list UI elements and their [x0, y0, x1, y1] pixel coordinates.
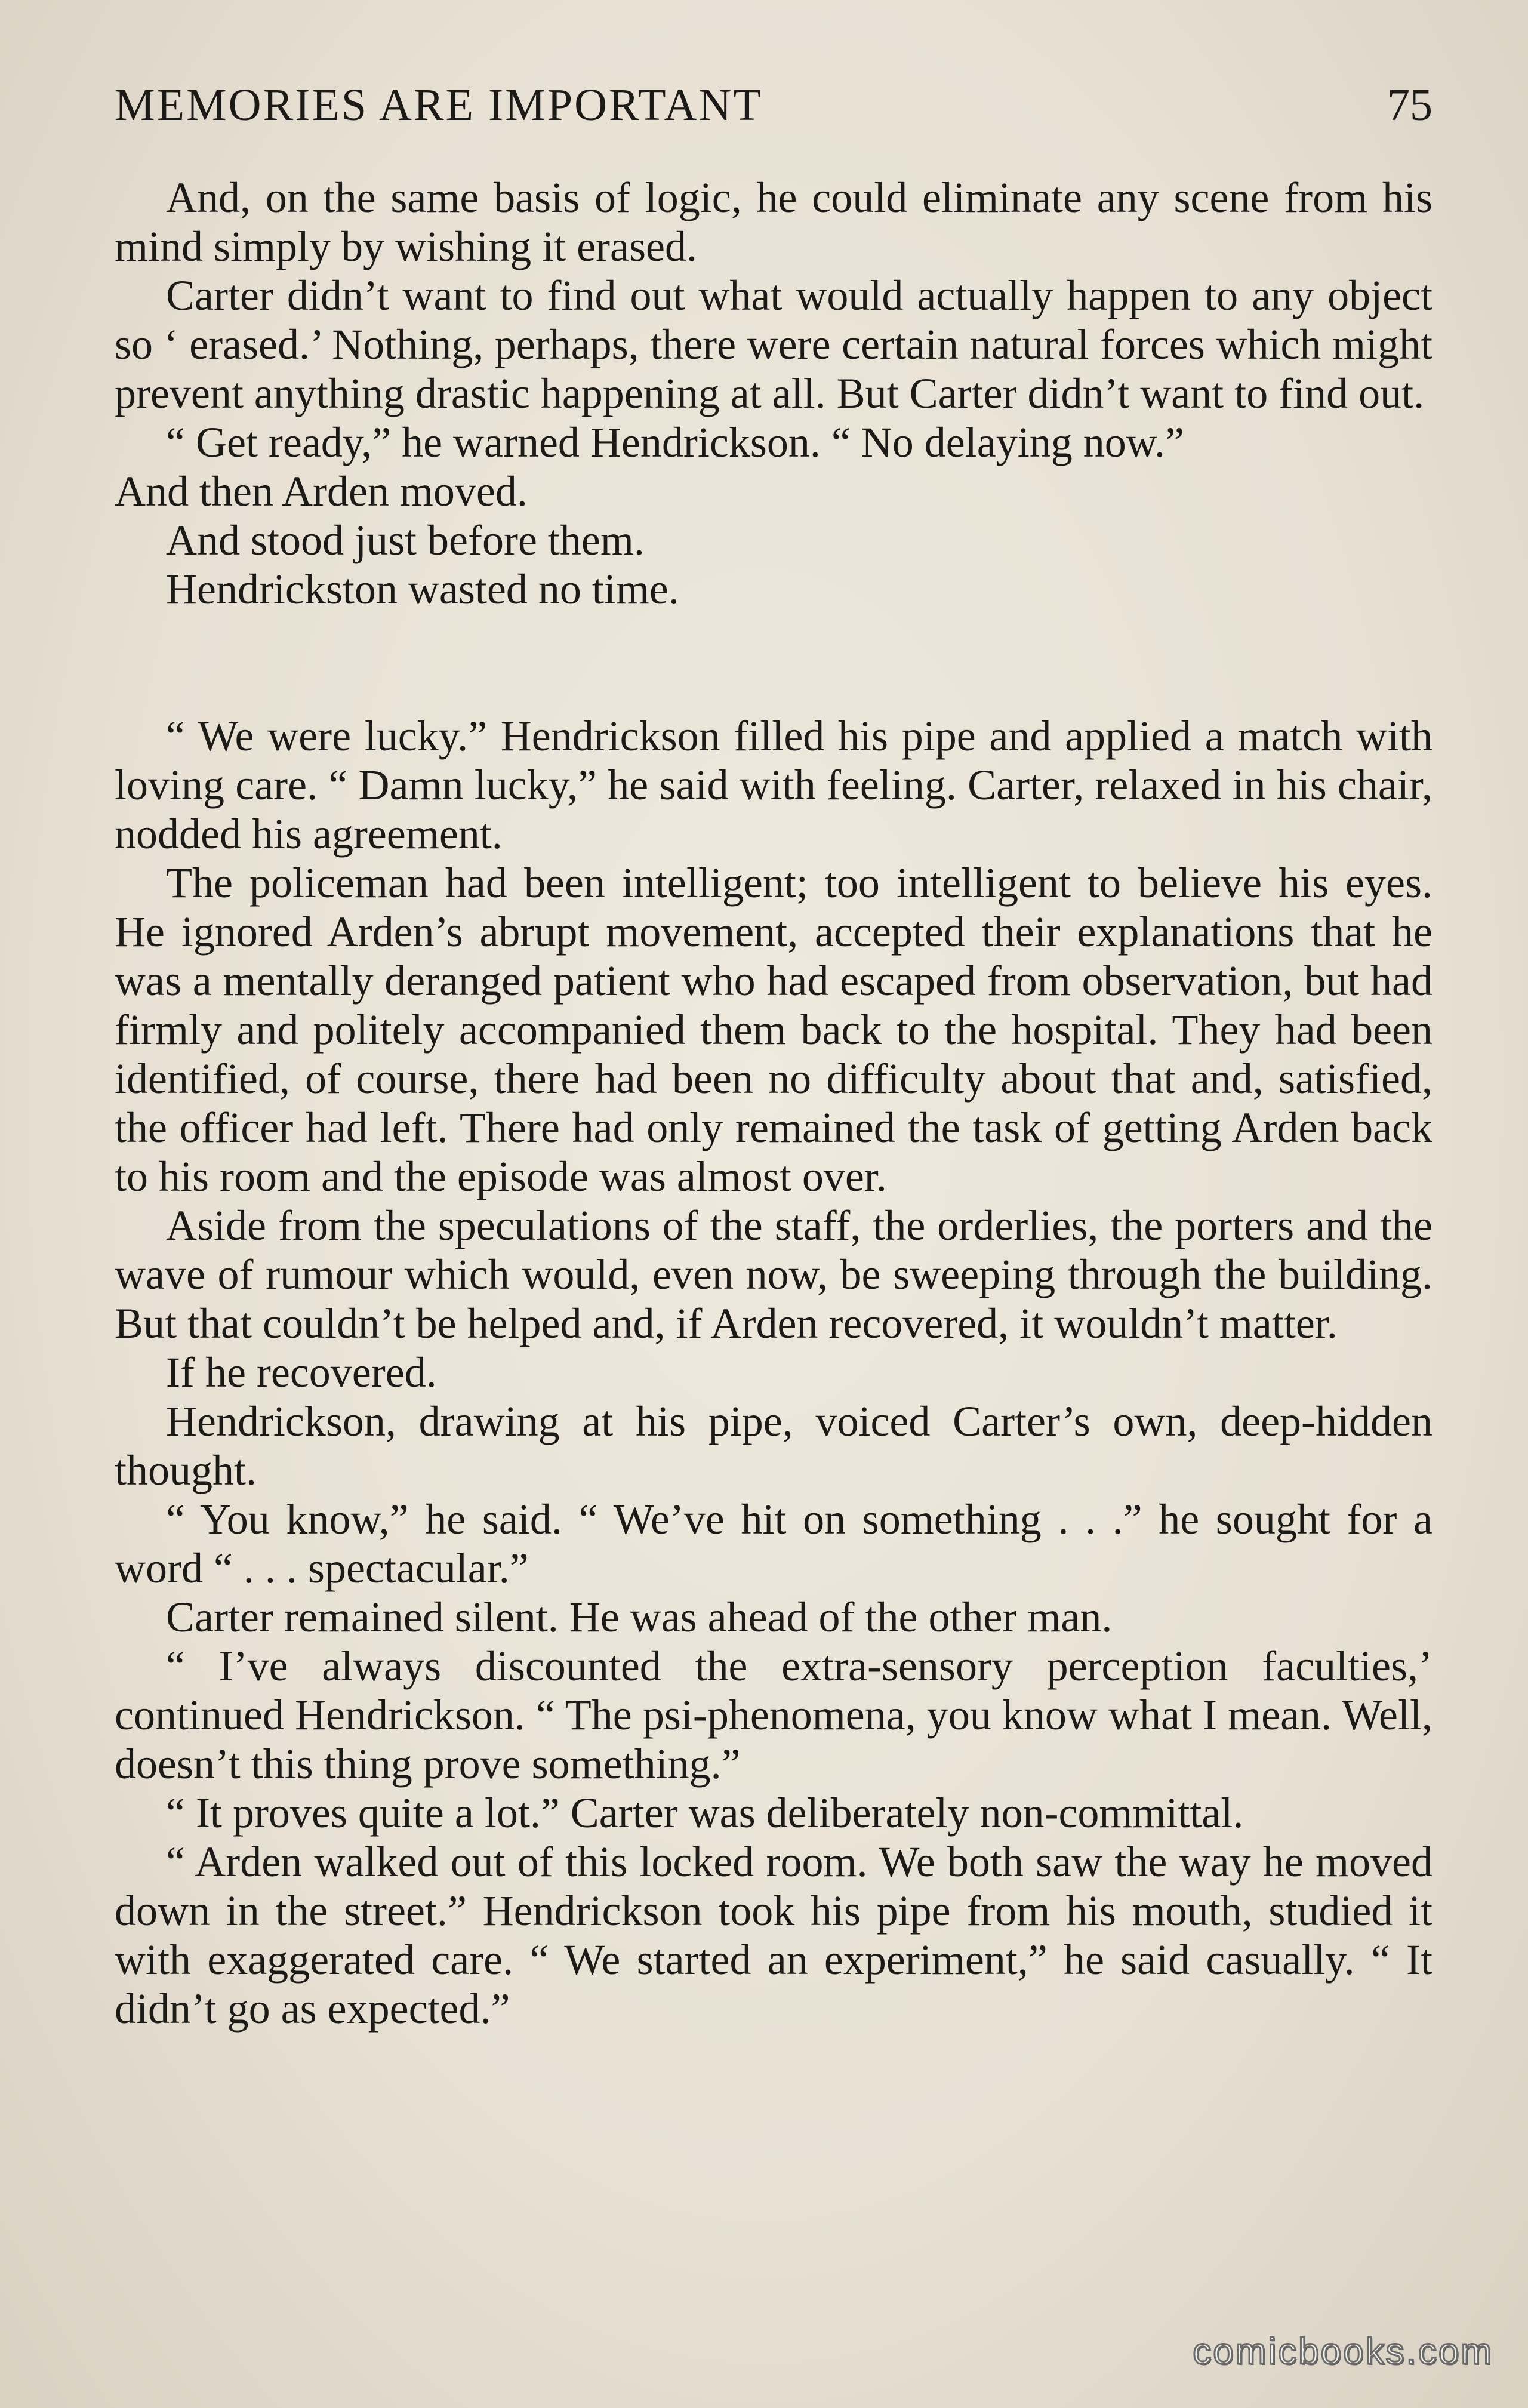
paragraph: And, on the same basis of logic, he could eliminate any scene from his mind simply by wishing it erased.: [115, 174, 1432, 270]
paragraph: “ You know,” he said. “ We’ve hit on something . . .” he sought for a word “ . . . spectacular.”: [115, 1495, 1432, 1592]
paragraph: Aside from the speculations of the staff, the orderlies, the porters and the wave of rumour which would, even now, be sweeping through the building. But that couldn’t be helped and, if Arden recovered, it wouldn’t matter.: [115, 1202, 1432, 1347]
paragraph: The policeman had been intelligent; too intelligent to believe his eyes. He ignored Arden’s abrupt movement, accepted their explanations that he was a mentally deranged patient who had escaped from observation, but had firmly and politely accompanied them back to the hospital. They had been identified, of course, there had been no difficulty about that and, satisfied, the officer had left. There had only remained the task of getting Arden back to his room and the episode was almost over.: [115, 859, 1432, 1200]
page-header: [115, 76, 1432, 134]
paragraph: “ Arden walked out of this locked room. We both saw the way he moved down in the street.” Hendrickson took his pipe from his mouth, studied it with exaggerated care. “ We started an experiment,” he said casually. “ It didn’t go as expected.”: [115, 1838, 1432, 2033]
paragraph: And stood just before them.: [166, 516, 645, 564]
paragraph: And then Arden moved.: [115, 467, 528, 515]
paragraph: Carter remained silent. He was ahead of the other man.: [166, 1593, 1113, 1641]
paragraph: Hendrickston wasted no time.: [166, 565, 679, 613]
running-head: MEMORIES ARE IMPORTANT: [115, 80, 763, 130]
paragraph: Hendrickson, drawing at his pipe, voiced Carter’s own, deep-hidden thought.: [115, 1397, 1432, 1494]
paragraph: “ We were lucky.” Hendrickson filled his pipe and applied a match with loving care. “ Damn lucky,” he said with feeling. Carter, relaxed in his chair, nodded his agreement.: [115, 712, 1432, 858]
paragraph: Carter didn’t want to find out what would actually happen to any object so ‘ erased.’ Nothing, perhaps, there were certain natural forces which might prevent anything drastic happening at all. But Carter didn’t want to find out.: [115, 272, 1432, 417]
paragraph: “ It proves quite a lot.” Carter was deliberately non-committal.: [166, 1789, 1244, 1837]
page-number: 75: [1387, 80, 1432, 130]
watermark: comicbooks.com: [1193, 2331, 1493, 2372]
paragraph: “ Get ready,” he warned Hendrickson. “ No delaying now.”: [166, 418, 1184, 466]
section-break: [115, 614, 1432, 712]
body-text: [115, 173, 1432, 2033]
paragraph: If he recovered.: [166, 1348, 437, 1396]
paragraph: “ I’ve always discounted the extra-sensory perception faculties,’ continued Hendrickson. “ The psi-phenomena, you know what I mean. Well, doesn’t this thing prove something.”: [115, 1642, 1432, 1788]
